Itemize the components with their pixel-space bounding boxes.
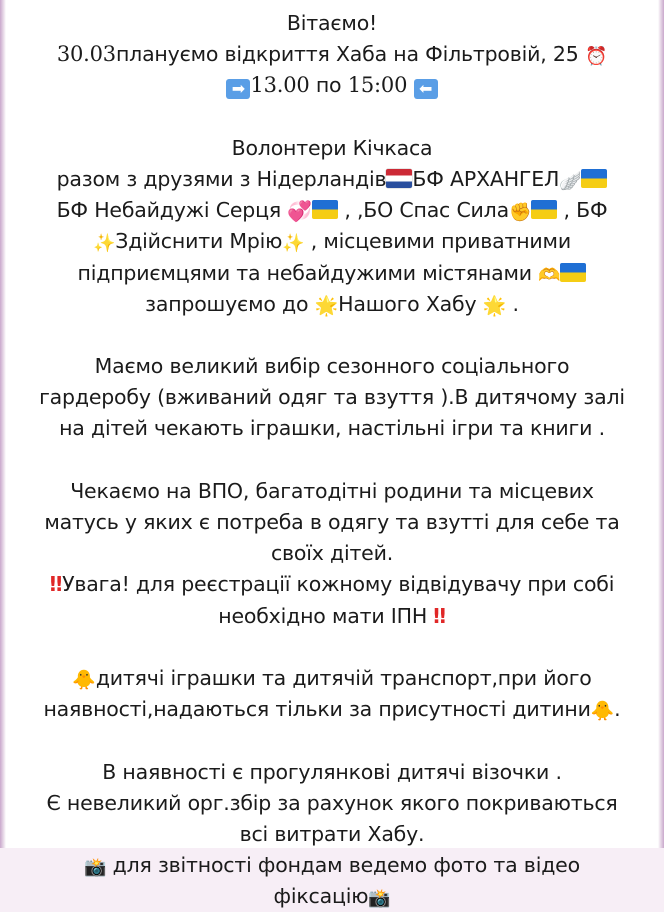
double-exclamation-icon: ‼ bbox=[433, 603, 446, 628]
heart-hands-icon: 🫶 bbox=[538, 264, 561, 286]
invite-hub: Нашого Хабу bbox=[338, 291, 477, 316]
raised-fist-icon: ✊ bbox=[508, 202, 532, 224]
time-line bbox=[6, 70, 658, 101]
ukraine-flag-icon bbox=[560, 263, 586, 282]
warning-text-1: Увага! для реєстрації кожному відвідувачу при собі bbox=[62, 572, 615, 597]
fund-spas-sila: , ,БО Спас Сила bbox=[338, 198, 509, 223]
camera-with-flash-icon: 📸 bbox=[368, 888, 391, 910]
fee-text-1: Є невеликий орг.збір за рахунок якого покриваються bbox=[46, 790, 618, 815]
warning-text-2: необхідно мати ІПН bbox=[218, 603, 434, 628]
paragraph-gap bbox=[6, 320, 658, 351]
strollers-text: В наявності є прогулянкові дитячі візочки . bbox=[102, 759, 562, 784]
toys-line-1 bbox=[6, 663, 658, 694]
paragraph-gap bbox=[6, 102, 658, 133]
photo-line-2 bbox=[6, 881, 658, 912]
time-from: 13.00 bbox=[250, 73, 310, 98]
announcement-page bbox=[6, 0, 658, 910]
toys-text-1: дитячі іграшки та дитячій транспорт,при його bbox=[95, 665, 592, 690]
toys-line-2 bbox=[6, 694, 658, 725]
wardrobe-line-1 bbox=[6, 351, 658, 382]
paragraph-gap bbox=[6, 632, 658, 663]
friends-line bbox=[6, 164, 658, 195]
arrow-right-icon: ➡ bbox=[226, 79, 250, 99]
audience-text-2: матусь у яких є потреба в одягу та взутті для себе та bbox=[44, 510, 620, 534]
sparkles-icon: ✨ bbox=[282, 233, 305, 255]
fund-hearts: БФ Небайдужі Серця bbox=[56, 198, 281, 223]
toys-text-end: . bbox=[614, 697, 621, 722]
glowing-star-icon: 🌟 bbox=[314, 294, 339, 317]
arrow-left-icon: ⬅ bbox=[414, 79, 438, 99]
greeting-line bbox=[6, 8, 658, 39]
invite-end: . bbox=[506, 291, 519, 316]
opening-line bbox=[6, 39, 658, 70]
wardrobe-text-2: гардеробу (вживаний одяг та взуття ).В дитячому залі bbox=[39, 385, 625, 410]
glowing-star-icon: 🌟 bbox=[482, 294, 507, 317]
paragraph-gap bbox=[6, 445, 658, 476]
sparkles-icon: ✨ bbox=[93, 233, 116, 255]
baby-chick-icon: 🐥 bbox=[590, 700, 615, 723]
opening-date: 30.03 bbox=[56, 42, 116, 67]
ukraine-flag-icon bbox=[581, 169, 607, 188]
audience-line-1 bbox=[6, 476, 658, 507]
alarm-clock-icon: ⏰ bbox=[584, 46, 608, 68]
sparkling-heart-icon: 💞 bbox=[287, 199, 312, 224]
paragraph-gap bbox=[6, 725, 658, 756]
wardrobe-text-1: Маємо великий вибір сезонного соціального bbox=[94, 354, 570, 379]
right-frame-edge bbox=[658, 0, 664, 848]
fee-line-1 bbox=[6, 788, 658, 819]
citizens-line bbox=[6, 258, 658, 289]
greeting: Вітаємо! bbox=[286, 11, 378, 35]
invite-prefix: запрошуємо до bbox=[145, 291, 315, 316]
time-to: 15:00 bbox=[347, 73, 408, 98]
invite-line bbox=[6, 289, 658, 320]
wardrobe-text-3: на дітей чекають іграшки, настільні ігри та книги . bbox=[59, 416, 605, 441]
toys-text-2: наявності,надаються тільки за присутності дитини bbox=[43, 697, 591, 722]
strollers-line bbox=[6, 757, 658, 788]
netherlands-flag-icon bbox=[386, 169, 412, 188]
funds-line bbox=[6, 195, 658, 226]
time-separator: по bbox=[309, 73, 348, 98]
ukraine-flag-icon bbox=[531, 200, 557, 219]
dream-line bbox=[6, 226, 658, 257]
ukraine-flag-icon bbox=[312, 200, 338, 219]
baby-chick-icon: 🐥 bbox=[72, 668, 96, 691]
photo-line-1 bbox=[6, 850, 658, 881]
wardrobe-line-2 bbox=[6, 382, 658, 413]
fee-text-2: всі витрати Хабу. bbox=[239, 821, 425, 846]
local-entrepreneurs: , місцевими приватними bbox=[304, 229, 571, 254]
announcement-text bbox=[6, 8, 658, 912]
fund-dream: Здійснити Мрію bbox=[115, 229, 283, 254]
local-citizens: підприємцями та небайдужими містянами bbox=[77, 260, 532, 285]
audience-text-1: Чекаємо на ВПО, багатодітні родини та місцевих bbox=[70, 478, 594, 503]
fee-line-2 bbox=[6, 819, 658, 850]
volunteers-line bbox=[6, 133, 658, 164]
volunteers-text: Волонтери Кічкаса bbox=[231, 135, 433, 160]
camera-with-flash-icon: 📸 bbox=[84, 857, 107, 879]
photo-text-1: для звітності фондам ведемо фото та відео bbox=[106, 853, 580, 878]
wardrobe-line-3 bbox=[6, 413, 658, 444]
audience-line-2 bbox=[6, 507, 658, 538]
double-exclamation-icon: ‼ bbox=[49, 572, 63, 597]
wing-icon: 🪽 bbox=[559, 170, 582, 192]
warning-line-1 bbox=[6, 569, 658, 600]
warning-line-2 bbox=[6, 601, 658, 632]
fund-separator: , БФ bbox=[557, 198, 608, 223]
friends-text: разом з друзями з Нідерландів bbox=[56, 166, 387, 191]
fund-archangel: БФ АРХАНГЕЛ bbox=[412, 166, 560, 191]
opening-text: плануємо відкриття Хаба на Фільтровій, 25 bbox=[115, 42, 579, 67]
audience-text-3: своїх дітей. bbox=[270, 541, 394, 566]
audience-line-3 bbox=[6, 538, 658, 569]
photo-text-2: фіксацію bbox=[273, 884, 369, 909]
